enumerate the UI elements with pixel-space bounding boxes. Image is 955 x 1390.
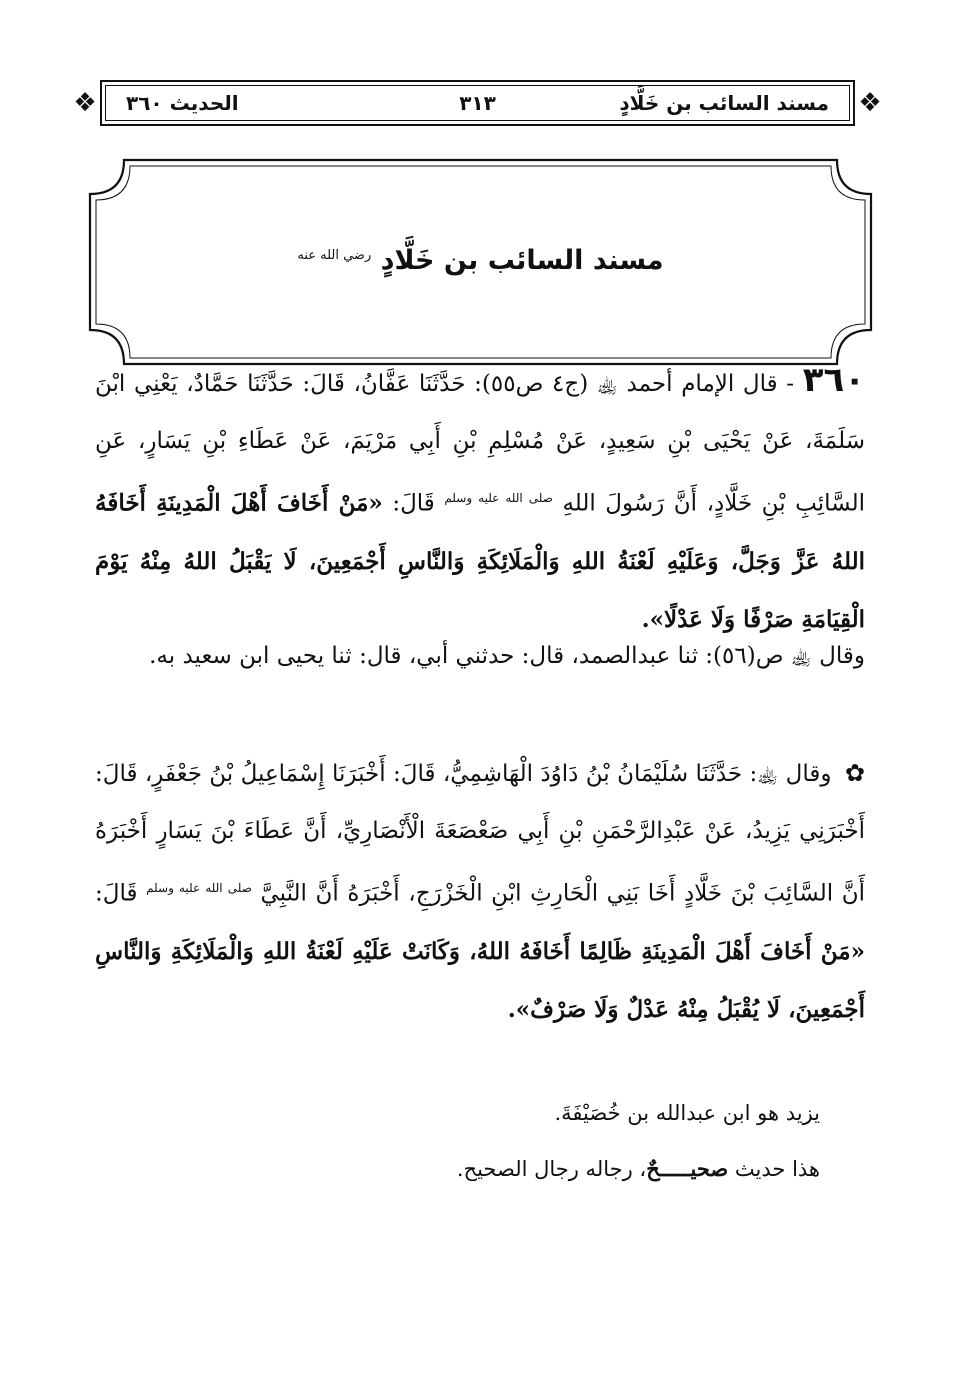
diamond-ornament-icon: ❖ [73,88,97,118]
flower-ornament-icon: ✿ [844,759,866,787]
page-number: ٣١٣ [459,91,496,115]
chapter-title-text: مسند السائب بن خَلَّادٍ [380,245,664,276]
third-narration-paragraph [95,745,865,1039]
salutation: صلى الله عليه وسلم [444,491,553,505]
header-hadith-number: الحديث ٣٦٠ [126,91,239,115]
qal-label: قَالَ: [95,880,138,907]
third-chain: وقال ﵀: حَدَّثَنَا سُلَيْمَانُ بْنُ دَاوُدَ الْهَاشِمِيُّ، قَالَ: أَخْبَرَنَا إِسْمَاعِيلُ بْنُ جَعْفَرٍ، قَالَ: أَخْبَرَنِي يَزِيدُ، عَنْ عَبْدِالرَّحْمَنِ بْنِ أَبِي صَعْصَعَةَ الْأَنْصَارِيِّ، أَنَّ عَطَاءَ بْنَ يَسَارٍ أَخْبَرَهُ أَنَّ السَّائِبَ بْنَ خَلَّادٍ أَخَا بَنِي الْحَارِثِ ابْنِ الْخَزْرَجِ، أَخْبَرَهُ أَنَّ النَّبِيَّ [95,761,866,907]
hadith-matn: «مَنْ أَخَافَ أَهْلَ الْمَدِينَةِ أَخَافَهُ اللهُ عَزَّ وَجَلَّ، وَعَلَيْهِ لَعْنَةُ اللهِ وَالْمَلَائِكَةِ وَالنَّاسِ أَجْمَعِينَ، لَا يَقْبَلُ اللهُ مِنْهُ يَوْمَ الْقِيَامَةِ صَرْفًا وَلَا عَدْلًا». [95,489,865,633]
chapter-title [88,226,873,286]
running-header [70,80,885,126]
qal-label: قَالَ: [392,490,435,517]
grading-note [95,1141,820,1197]
second-chain-text: وقال ﵀ ص(٥٦): ثنا عبدالصمد، قال: حدثني أبي، قال: ثنا يحيى ابن سعيد به. [149,643,865,669]
honorific: رضي الله عنه [297,248,372,263]
hadith-number: ٣٦٠ [802,360,866,400]
grading-suffix: ، رجاله رجال الصحيح. [456,1157,647,1181]
grading-value: صحيـــــحٌ [646,1156,729,1181]
diamond-ornament-icon: ❖ [858,88,882,118]
header-section-title: مسند السائب بن خَلَّادٍ [619,91,829,115]
third-matn: «مَنْ أَخَافَ أَهْلَ الْمَدِينَةِ ظَالِمًا أَخَافَهُ اللهُ، وَكَانَتْ عَلَيْهِ لَعْنَةُ اللهِ وَالْمَلَائِكَةِ وَالنَّاسِ أَجْمَعِينَ، لَا يُقْبَلُ مِنْهُ عَدْلٌ وَلَا صَرْفٌ». [95,937,865,1023]
notes [95,1085,865,1197]
grading-prefix: هذا حديث [734,1157,820,1181]
second-chain-paragraph [95,630,865,682]
title-frame [88,158,873,366]
hadith-paragraph [95,352,865,649]
salutation: صلى الله عليه وسلم [146,881,252,895]
hadith-chain: - قال الإمام أحمد ﵀ (ج٤ ص٥٥): حَدَّثَنَا عَفَّانُ، قَالَ: حَدَّثَنَا حَمَّادٌ، يَعْنِي ابْنَ سَلَمَةَ، عَنْ يَحْيَى بْنِ سَعِيدٍ، عَنْ مُسْلِمِ بْنِ أَبِي مَرْيَمَ، عَنْ عَطَاءِ بْنِ يَسَارٍ، عَنِ السَّائِبِ بْنِ خَلَّادٍ، أَنَّ رَسُولَ اللهِ [95,371,866,517]
narrator-note: يزيد هو ابن عبدالله بن خُصَيْفَةَ. [554,1101,820,1125]
